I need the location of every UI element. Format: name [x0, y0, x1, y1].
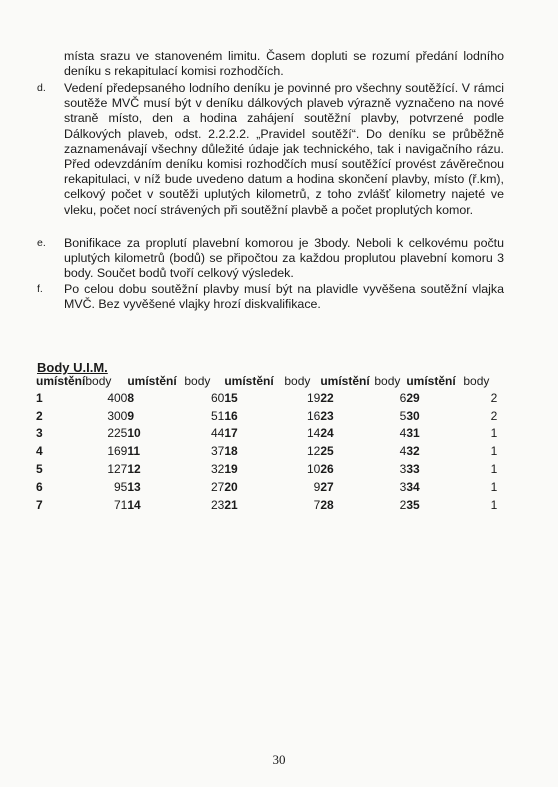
points-cell: 27 — [210, 479, 225, 494]
header-place: umístění — [320, 373, 370, 388]
placement-cell: 8 — [127, 390, 135, 405]
header-place: umístění — [127, 373, 177, 388]
points-cell: 4 — [399, 426, 407, 441]
page-number: 30 — [272, 752, 286, 767]
points-cell: 71 — [113, 497, 128, 512]
scores-table — [36, 372, 497, 514]
points-cell: 7 — [313, 497, 321, 512]
points-cell: 169 — [107, 444, 128, 459]
points-cell: 10 — [306, 462, 321, 477]
points-cell: 3 — [399, 462, 407, 477]
points-cell: 1 — [490, 444, 498, 459]
header-points: body — [184, 373, 211, 388]
points-cell: 1 — [490, 497, 498, 512]
placement-cell: 32 — [406, 444, 420, 459]
points-cell: 4 — [399, 444, 407, 459]
intro-paragraph: místa srazu ve stanoveném limitu. Časem dopluti se rozumí předání lodního deníku s rekapitulací komisi rozhodčích. — [64, 49, 504, 79]
placement-cell: 18 — [224, 444, 238, 459]
points-cell: 2 — [399, 497, 407, 512]
placement-cell: 14 — [127, 497, 141, 512]
placement-cell: 15 — [224, 390, 238, 405]
table-row — [36, 478, 497, 496]
placement-cell: 4 — [36, 444, 43, 459]
header-place: umístění — [36, 373, 86, 388]
placement-cell: 19 — [224, 462, 238, 477]
item-f-marker: f. — [37, 283, 43, 295]
placement-cell: 5 — [36, 462, 43, 477]
placement-cell: 34 — [406, 479, 420, 494]
header-place: umístění — [406, 373, 456, 388]
placement-cell: 7 — [36, 497, 43, 512]
placement-cell: 24 — [320, 426, 334, 441]
header-points: body — [463, 373, 490, 388]
points-cell: 32 — [210, 462, 225, 477]
placement-cell: 35 — [406, 497, 420, 512]
placement-cell: 13 — [127, 479, 141, 494]
placement-cell: 27 — [320, 479, 334, 494]
points-cell: 225 — [107, 426, 128, 441]
header-points: body — [85, 373, 112, 388]
item-f-paragraph: Po celou dobu soutěžní plavby musí být na plavidle vyvěšena soutěžní vlajka MVČ. Bez vyvěšené vlajky hrozí diskvalifikace. — [64, 282, 504, 312]
header-place: umístění — [224, 373, 274, 388]
points-cell: 95 — [113, 479, 128, 494]
points-cell: 51 — [210, 408, 225, 423]
scores-header-row — [36, 372, 497, 389]
table-row — [36, 425, 497, 443]
placement-cell: 25 — [320, 444, 334, 459]
points-cell: 5 — [399, 408, 407, 423]
points-cell: 6 — [399, 390, 407, 405]
table-row — [36, 407, 497, 425]
points-cell: 3 — [399, 479, 407, 494]
points-cell: 127 — [107, 462, 128, 477]
points-cell: 2 — [490, 390, 498, 405]
item-e-marker: e. — [37, 237, 46, 249]
points-cell: 14 — [306, 426, 321, 441]
placement-cell: 33 — [406, 462, 420, 477]
placement-cell: 1 — [36, 390, 43, 405]
table-row — [36, 496, 497, 514]
points-cell: 2 — [490, 408, 498, 423]
points-cell: 16 — [306, 408, 321, 423]
points-cell: 60 — [210, 390, 225, 405]
placement-cell: 10 — [127, 426, 141, 441]
placement-cell: 16 — [224, 408, 238, 423]
placement-cell: 3 — [36, 426, 43, 441]
placement-cell: 12 — [127, 462, 141, 477]
placement-cell: 26 — [320, 462, 334, 477]
points-cell: 400 — [107, 390, 128, 405]
header-points: body — [284, 373, 311, 388]
points-cell: 12 — [306, 444, 321, 459]
placement-cell: 29 — [406, 390, 420, 405]
placement-cell: 2 — [36, 408, 43, 423]
placement-cell: 17 — [224, 426, 238, 441]
points-cell: 44 — [210, 426, 225, 441]
table-row — [36, 460, 497, 478]
points-cell: 9 — [313, 479, 321, 494]
placement-cell: 20 — [224, 479, 238, 494]
points-cell: 37 — [210, 444, 225, 459]
points-cell: 1 — [490, 426, 498, 441]
header-points: body — [374, 373, 401, 388]
table-row — [36, 389, 497, 407]
placement-cell: 11 — [127, 444, 141, 459]
placement-cell: 30 — [406, 408, 420, 423]
placement-cell: 21 — [224, 497, 238, 512]
points-cell: 1 — [490, 462, 498, 477]
points-cell: 23 — [210, 497, 225, 512]
placement-cell: 23 — [320, 408, 334, 423]
table-row — [36, 442, 497, 460]
placement-cell: 6 — [36, 479, 43, 494]
points-cell: 1 — [490, 479, 498, 494]
item-d-marker: d. — [37, 82, 46, 94]
placement-cell: 31 — [406, 426, 420, 441]
points-cell: 19 — [306, 390, 321, 405]
scores-title: Body U.I.M. — [37, 360, 108, 375]
points-cell: 300 — [107, 408, 128, 423]
item-d-paragraph: Vedení předepsaného lodního deníku je povinné pro všechny soutěžící. V rámci soutěže MVČ musí být v deníku dálkových plaveb výrazně vyznačeno na nové straně místo, den a hodina zahájení soutěžní plavby, potvrzené podle Dálkových plaveb, odst. 2.2.2.2. „Pravidel soutěží“. Do deníku se průběžně zaznamenávají všechny důležité údaje jak technického, tak i navigačního rázu. Před odevzdáním deníku komisi rozhodčích musí soutěžící provést závěrečnou rekapitulaci, v níž bude uvedeno datum a hodina skončení plavby, místo (ř.km), celkový počet v soutěži uplutých kilometrů, z toho zvlášť kilometry najeté ve vleku, počet nocí strávených při soutěžní plavbě a počet proplutých komor. — [64, 81, 504, 217]
placement-cell: 22 — [320, 390, 334, 405]
placement-cell: 9 — [127, 408, 135, 423]
placement-cell: 28 — [320, 497, 334, 512]
item-e-paragraph: Bonifikace za proplutí plavební komorou je 3body. Neboli k celkovému počtu uplutých kilometrů (bodů) se připočtou za každou proplutou plavební komoru 3 body. Součet bodů tvoří celkový výsledek. — [64, 236, 504, 281]
